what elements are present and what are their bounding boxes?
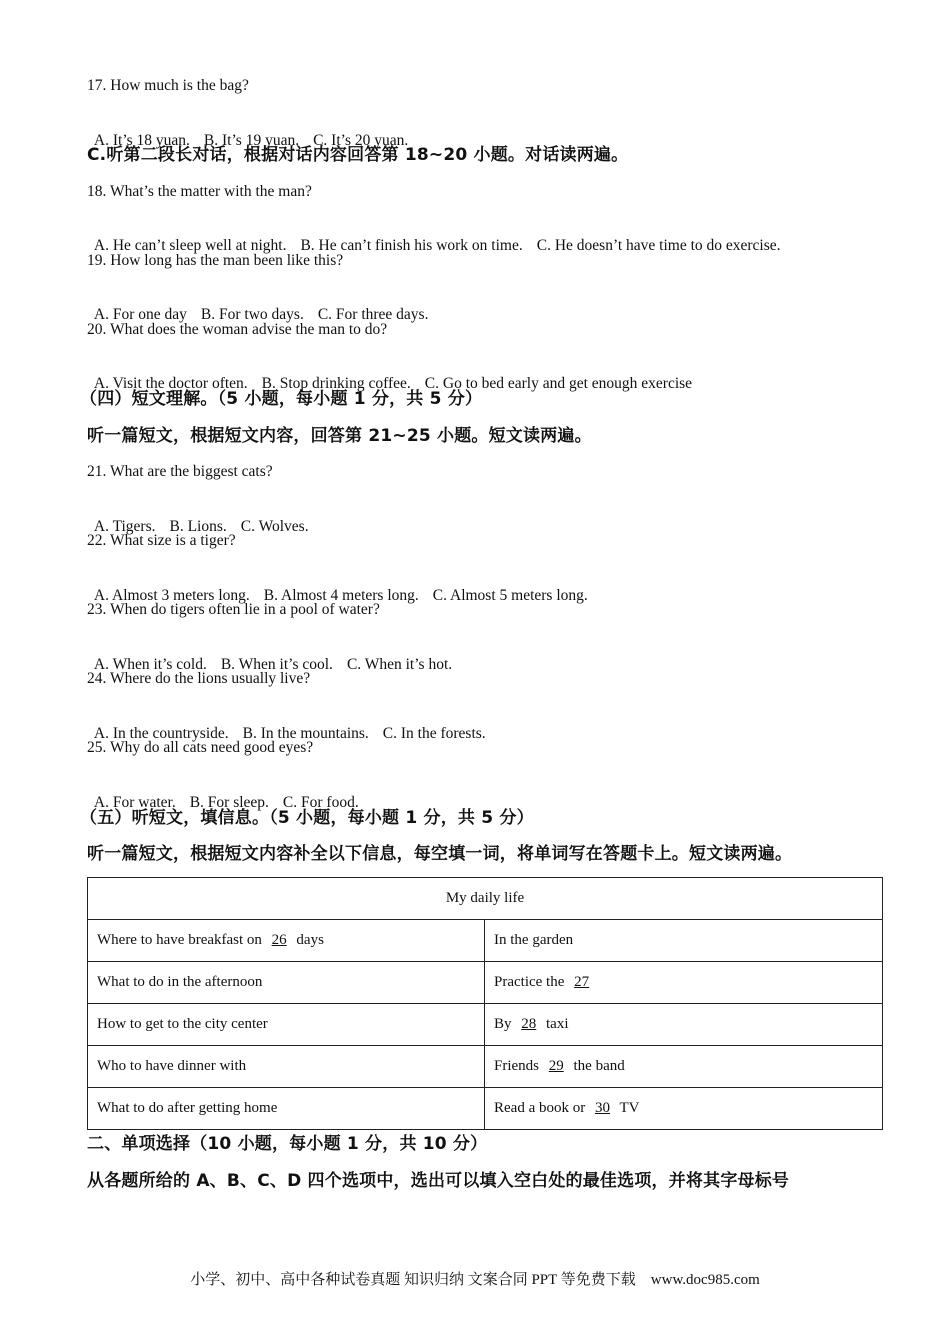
table-cell-left <box>88 1088 485 1130</box>
table-cell-left <box>88 1046 485 1088</box>
footer-url[interactable]: www.doc985.com <box>650 1272 760 1288</box>
option-a: A. For one day <box>93 306 187 323</box>
footer-text: 小学、初中、高中各种试卷真题 知识归纳 文案合同 PPT 等免费下载 <box>190 1272 636 1288</box>
option-a: A. For water. <box>93 794 176 811</box>
option-c: C. Almost 5 meters long. <box>432 587 588 604</box>
cell-text: What to do after getting home <box>97 1100 278 1116</box>
info-table <box>87 877 883 1130</box>
table-row <box>88 1088 883 1130</box>
option-c: C. Go to bed early and get enough exercise <box>424 375 693 392</box>
options-20 <box>87 354 706 394</box>
table-row <box>88 962 883 1004</box>
option-b: B. He can’t finish his work on time. <box>300 237 523 254</box>
option-b: B. In the mountains. <box>242 725 369 742</box>
table-cell-right <box>485 1004 883 1046</box>
table-row <box>88 1046 883 1088</box>
cell-text: By <box>494 1016 512 1032</box>
page-footer <box>0 1268 950 1289</box>
part-2-instructions: 从各题所给的 A、B、C、D 四个选项中，选出可以填入空白处的最佳选项，并将其字母标号 <box>87 1171 790 1191</box>
option-b: B. Stop drinking coffee. <box>261 375 411 392</box>
table-cell-right <box>485 1088 883 1130</box>
option-c: C. When it’s hot. <box>346 656 453 673</box>
cell-text: Where to have breakfast on <box>97 932 262 948</box>
option-a: A. Visit the doctor often. <box>93 375 248 392</box>
option-a: A. He can’t sleep well at night. <box>93 237 287 254</box>
blank-27: 27 <box>574 974 590 990</box>
options-19 <box>87 285 442 325</box>
blank-30: 30 <box>594 1100 610 1116</box>
option-b: B. When it’s cool. <box>220 656 333 673</box>
options-18 <box>87 216 795 256</box>
cell-text: TV <box>619 1100 640 1116</box>
section-c-heading: C.听第二段长对话，根据对话内容回答第 18~20 小题。对话读两遍。 <box>87 145 629 165</box>
cell-text: the band <box>573 1058 625 1074</box>
option-b: B. For two days. <box>200 306 304 323</box>
question-23: 23. When do tigers often lie in a pool of water? <box>87 601 380 618</box>
option-c: C. It’s 20 yuan. <box>313 132 409 149</box>
cell-text: days <box>296 932 324 948</box>
option-c: C. For food. <box>282 794 359 811</box>
option-b: B. Almost 4 meters long. <box>263 587 419 604</box>
question-17: 17. How much is the bag? <box>87 77 249 94</box>
option-a: A. Tigers. <box>93 518 156 535</box>
table-cell-right <box>485 1046 883 1088</box>
question-19: 19. How long has the man been like this? <box>87 252 344 269</box>
table-row <box>88 920 883 962</box>
part-4-instructions: 听一篇短文，根据短文内容，回答第 21~25 小题。短文读两遍。 <box>87 426 592 446</box>
options-25 <box>87 773 373 813</box>
blank-26: 26 <box>271 932 287 948</box>
table-title-row <box>88 878 883 920</box>
question-21: 21. What are the biggest cats? <box>87 463 273 480</box>
part-2-heading: 二、单项选择（10 小题，每小题 1 分，共 10 分） <box>87 1134 488 1154</box>
option-a: A. Almost 3 meters long. <box>93 587 250 604</box>
cell-text: In the garden <box>494 932 574 948</box>
table-cell-left <box>88 920 485 962</box>
table-cell-right <box>485 962 883 1004</box>
option-b: B. For sleep. <box>189 794 269 811</box>
cell-text: Practice the <box>494 974 565 990</box>
cell-text: What to do in the afternoon <box>97 974 263 990</box>
question-24: 24. Where do the lions usually live? <box>87 670 311 687</box>
part-5-heading: （五）听短文，填信息。（5 小题，每小题 1 分，共 5 分） <box>80 808 534 828</box>
option-c: C. For three days. <box>317 306 429 323</box>
part-4-heading: （四）短文理解。（5 小题，每小题 1 分，共 5 分） <box>80 389 483 409</box>
part-5-instructions: 听一篇短文，根据短文内容补全以下信息，每空填一词，将单词写在答题卡上。短文读两遍。 <box>87 844 793 864</box>
cell-text: How to get to the city center <box>97 1016 268 1032</box>
cell-text: taxi <box>546 1016 569 1032</box>
cell-text: Read a book or <box>494 1100 586 1116</box>
blank-28: 28 <box>521 1016 537 1032</box>
cell-text: Who to have dinner with <box>97 1058 247 1074</box>
option-a: A. In the countryside. <box>93 725 229 742</box>
table-title: My daily life <box>88 878 883 920</box>
option-a: A. It’s 18 yuan. <box>93 132 190 149</box>
option-c: C. Wolves. <box>240 518 309 535</box>
option-b: B. Lions. <box>169 518 227 535</box>
question-25: 25. Why do all cats need good eyes? <box>87 739 314 756</box>
option-c: C. In the forests. <box>382 725 486 742</box>
cell-text: Friends <box>494 1058 539 1074</box>
blank-29: 29 <box>548 1058 564 1074</box>
question-22: 22. What size is a tiger? <box>87 532 236 549</box>
question-20: 20. What does the woman advise the man to do? <box>87 321 388 338</box>
table-row <box>88 1004 883 1046</box>
question-18: 18. What’s the matter with the man? <box>87 183 312 200</box>
table-cell-left <box>88 962 485 1004</box>
option-a: A. When it’s cold. <box>93 656 207 673</box>
table-cell-left <box>88 1004 485 1046</box>
table-cell-right <box>485 920 883 962</box>
option-c: C. He doesn’t have time to do exercise. <box>536 237 781 254</box>
option-b: B. It’s 19 yuan. <box>203 132 300 149</box>
